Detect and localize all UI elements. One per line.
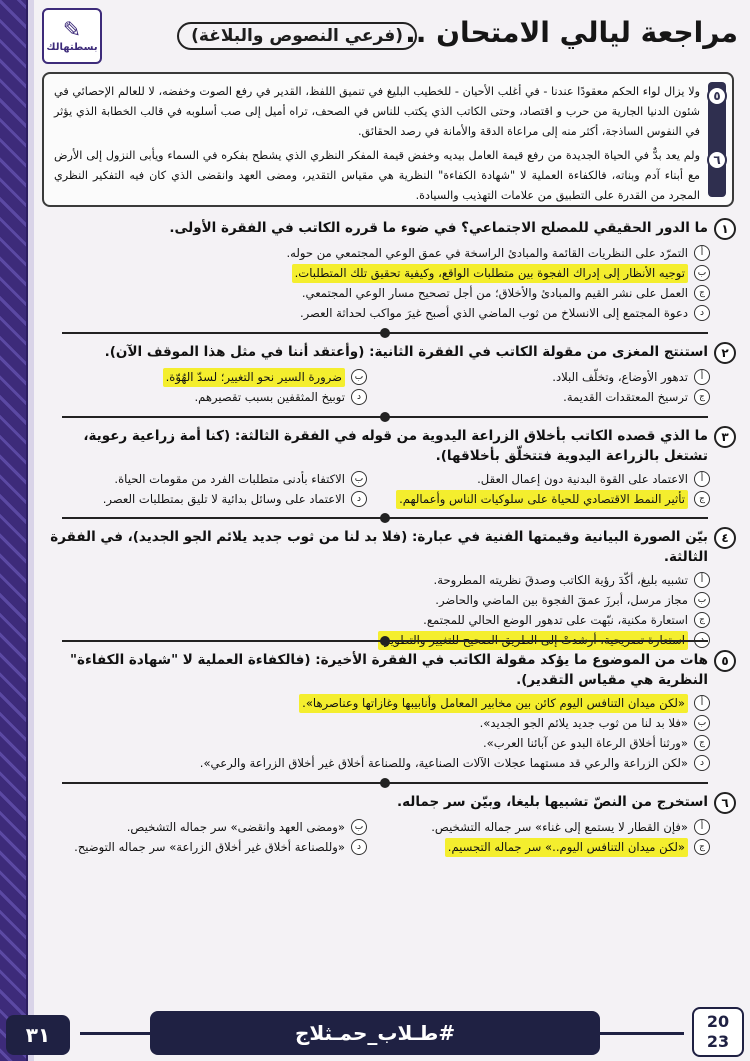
option-letter: ب	[694, 715, 710, 731]
paragraph-number: ٥	[707, 86, 727, 106]
option-text: توبيخ المثقفين بسبب تقصيرهم.	[194, 389, 345, 404]
question-text: ما الدور الحقيقي للمصلح الاجتماعي؟ في ضوء ما قرره الكاتب في الفقرة الأولى.	[169, 220, 708, 236]
option-letter: أ	[694, 572, 710, 588]
year-bottom: 23	[706, 1032, 730, 1051]
option-text-highlighted: توجيه الأنظار إلى إدراك الفجوة بين متطلبات الواقع، وكيفية تحقيق تلك المتطلبات.	[292, 264, 688, 283]
option-text: ترسيخ المعتقدات القديمة.	[563, 389, 688, 404]
question-1	[42, 218, 736, 323]
option-letter: ج	[694, 735, 710, 751]
answer-option-correct[interactable]	[42, 367, 367, 387]
options-list	[42, 817, 710, 857]
page-subtitle: (فرعي النصوص والبلاغة)	[177, 22, 417, 50]
question-text: استنتج المغزى من مقولة الكاتب في الفقرة الثانية: (وأعتقد أننا في مثل هذا الموقف الآن).	[104, 344, 708, 360]
option-text: الاعتماد على وسائل بدائية لا تليق بمتطلبات العصر.	[102, 491, 345, 506]
option-text-highlighted: «لكن ميدان التنافس اليوم..» سر جماله التجسيم.	[445, 838, 688, 857]
option-letter: د	[694, 305, 710, 321]
options-list	[42, 570, 710, 650]
question-4	[42, 527, 736, 650]
option-text: «فإن القطار لا يستمع إلى غناء» سر جماله التشخيص.	[431, 819, 688, 834]
answer-option[interactable]	[42, 713, 710, 733]
passage-box	[42, 72, 734, 207]
option-text: دعوة المجتمع إلى الانسلاخ من ثوب الماضي الذي أصبح غيرَ مواكب لحداثة العصر.	[299, 305, 688, 320]
answer-option[interactable]	[42, 283, 710, 303]
section-divider	[62, 782, 708, 784]
question-text: بيّن الصورة البيانية وقيمتها الفنية في عبارة: (فلا بد لنا من ثوب جديد يلائم الجو الجديد)، في الفقرة الثالثة.	[50, 529, 708, 565]
option-letter: ب	[351, 369, 367, 385]
answer-option[interactable]	[42, 469, 367, 489]
option-text: استعارة مكنية، نبّهت على تدهور الوضع الحالي للمجتمع.	[423, 612, 688, 627]
option-letter: ب	[694, 592, 710, 608]
answer-option-correct[interactable]	[385, 837, 710, 857]
question-text: استخرج من النصّ تشبيها بليغا، وبيّن سر جماله.	[396, 794, 708, 810]
answer-option-correct[interactable]	[385, 489, 710, 509]
question-text: هات من الموضوع ما يؤكد مقولة الكاتب في الفقرة الأخيرة: (فالكفاءة العملية لا "شهادة الكفاءة" النظرية هي مقياس التقدير).	[69, 652, 708, 688]
option-letter: ج	[694, 839, 710, 855]
answer-option[interactable]	[42, 243, 710, 263]
option-letter: ج	[694, 389, 710, 405]
option-letter: ج	[694, 612, 710, 628]
option-letter: ب	[694, 265, 710, 281]
option-text: «لكن الزراعة والرعي قد مستهما عجلات الآلات الصناعية، وللصناعة أخلاق غير أخلاق الزراعة والرعي».	[199, 755, 688, 770]
answer-option-correct[interactable]	[42, 263, 710, 283]
option-letter: د	[351, 839, 367, 855]
options-list	[42, 469, 710, 509]
question-number: ٥	[714, 650, 736, 672]
option-letter: أ	[694, 245, 710, 261]
answer-option[interactable]	[42, 733, 710, 753]
answer-option[interactable]	[42, 590, 710, 610]
question-6	[42, 792, 736, 857]
option-letter: أ	[694, 819, 710, 835]
option-letter: ج	[694, 285, 710, 301]
option-letter: أ	[694, 695, 710, 711]
answer-option[interactable]	[385, 387, 710, 407]
passage-paragraph: ولم يعد بدٌّ في الحياة الجديدة من رفع قيمة العامل بيديه وخفض قيمة المفكر النظري الذي يشطح بفكره في السماء ويأبى النزول إلى الأرض مع أبناء آدم وبناته، فالكفاءة العملية لا "شهادة الكفاءة" النظرية هي مقياس التقدير، ومضى العهد وانقضى الذي كان فيه التفكير النظري المجرد من القدرة على التطبيق من علامات التهذيب والسيادة.	[54, 149, 700, 202]
answer-option[interactable]	[385, 469, 710, 489]
question-number: ٤	[714, 527, 736, 549]
decorative-side-border	[28, 0, 34, 1061]
options-list	[42, 243, 710, 323]
option-text: تدهور الأوضاع، وتخلّف البلاد.	[552, 369, 688, 384]
page-number: ٣١	[6, 1015, 70, 1055]
question-2	[42, 342, 736, 407]
answer-option[interactable]	[385, 817, 710, 837]
brand-logo	[42, 8, 102, 64]
option-text: مجاز مرسل، أبرزَ عمقَ الفجوة بين الماضي والحاضر.	[435, 592, 688, 607]
footer-hashtag: #طـلاب_حمـثلاج	[150, 1011, 600, 1055]
answer-option[interactable]	[42, 610, 710, 630]
option-letter: ب	[351, 819, 367, 835]
question-number: ١	[714, 218, 736, 240]
logo-mark-icon: ✎	[62, 17, 82, 43]
option-text: تشبيه بليغ، أكّدَ رؤية الكاتب وصدقَ نظريته المطروحة.	[433, 572, 688, 587]
option-letter: ج	[694, 491, 710, 507]
section-divider	[62, 416, 708, 418]
section-divider	[62, 640, 708, 642]
option-text: «ومضى العهد وانقضى» سر جماله التشخيص.	[126, 819, 345, 834]
question-3	[42, 426, 736, 509]
year-badge	[692, 1007, 744, 1057]
option-text: «فلا بد لنا من ثوب جديد يلائم الجو الجديد».	[479, 715, 688, 730]
question-number: ٦	[714, 792, 736, 814]
answer-option[interactable]	[42, 570, 710, 590]
page-title: مراجعة ليالي الامتحان ..	[405, 16, 738, 49]
option-letter: د	[694, 755, 710, 771]
option-text-highlighted: ضرورة السير نحو التغيير؛ لسدّ الهُوّة.	[163, 368, 345, 387]
options-list	[42, 693, 710, 773]
answer-option[interactable]	[385, 367, 710, 387]
option-text: الاكتفاء بأدنى متطلبات الفرد من مقومات الحياة.	[114, 471, 345, 486]
option-letter: أ	[694, 471, 710, 487]
paragraph-number: ٦	[707, 150, 727, 170]
question-text: ما الذي قصده الكاتب بأخلاق الزراعة اليدوية من قوله في الفقرة الثالثة: (كنا أمة زراعية رعوية، تشتغل بالزراعة اليدوية فتتخلّق بأخلاقها).	[83, 428, 708, 464]
answer-option[interactable]	[42, 387, 367, 407]
answer-option[interactable]	[42, 489, 367, 509]
option-text: «وللصناعة أخلاق غير أخلاق الزراعة» سر جماله التوضيح.	[74, 839, 345, 854]
option-text: التمرّد على النظريات القائمة والمبادئ الراسخة في عمق الوعي المجتمعي من حوله.	[286, 245, 688, 260]
answer-option-correct[interactable]	[42, 693, 710, 713]
option-text-highlighted: «لكن ميدان التنافس اليوم كائن بين مخابير المعامل وأنابيبها وغازاتها وعناصرها».	[299, 694, 688, 713]
answer-option[interactable]	[42, 753, 710, 773]
question-number: ٣	[714, 426, 736, 448]
option-text: «ورثنا أخلاق الرعاة البدو عن آبائنا العرب».	[483, 735, 688, 750]
option-letter: أ	[694, 369, 710, 385]
option-letter: د	[351, 389, 367, 405]
question-number: ٢	[714, 342, 736, 364]
question-5	[42, 650, 736, 773]
answer-option[interactable]	[42, 837, 367, 857]
section-divider	[62, 517, 708, 519]
section-divider	[62, 332, 708, 334]
answer-option[interactable]	[42, 817, 367, 837]
logo-text: بسطتهالك	[46, 41, 98, 53]
option-text: العمل على نشر القيم والمبادئ والأخلاق؛ من أجل تصحيح مسار الوعي المجتمعي.	[301, 285, 688, 300]
passage-paragraph: ولا يزال لواء الحكم معقودًا عندنا - في أغلب الأحيان - للخطيب البليغ في تنميق اللفظ، القدير في رفع الصوت وخفضه، لا للعالم الإحصائي في شئون الدنيا الجارية من حرب و اقتصاد، وحتى الكاتب الذي يكتب للناس في الصحف، تراه أميل إلى صب أسلوبه في قالب الخطابة الذي يؤثر في النفوس الساذجة، أكثر منه إلى مراعاة الدقة والأمانة في رصد الحقائق.	[54, 85, 700, 138]
header	[38, 6, 742, 62]
option-letter: ب	[351, 471, 367, 487]
year-top: 20	[706, 1012, 730, 1031]
option-text-highlighted: تأثير النمط الاقتصادي للحياة على سلوكيات الناس وأعمالهم.	[396, 490, 688, 509]
options-list	[42, 367, 710, 407]
decorative-side-strip	[0, 0, 28, 1061]
option-text: الاعتماد على القوة البدنية دون إعمال العقل.	[477, 471, 688, 486]
answer-option[interactable]	[42, 303, 710, 323]
option-letter: د	[351, 491, 367, 507]
